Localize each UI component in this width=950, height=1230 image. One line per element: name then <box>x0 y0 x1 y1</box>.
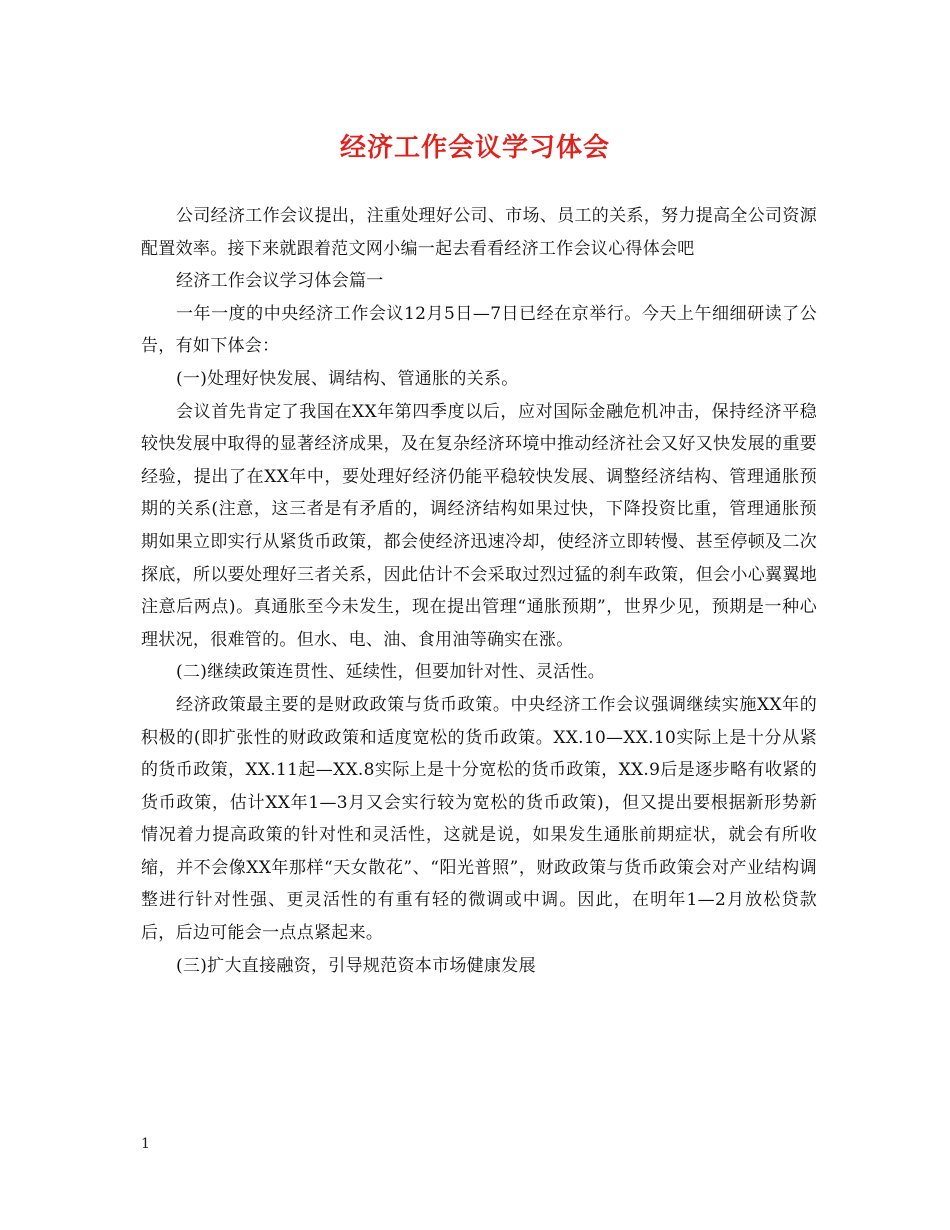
paragraph-intro: 公司经济工作会议提出，注重处理好公司、市场、员工的关系，努力提高全公司资源配置效率。接下来就跟着范文网小编一起去看看经济工作会议心得体会吧 <box>141 206 817 259</box>
paragraph-point-2-heading: (二)继续政策连贯性、延续性，但要加针对性、灵活性。 <box>176 662 606 683</box>
document-body <box>141 200 817 982</box>
paragraph-point-3-heading: (三)扩大直接融资，引导规范资本市场健康发展 <box>176 955 536 976</box>
paragraph-point-2-body: 经济政策最主要的是财政政策与货币政策。中央经济工作会议强调继续实施XX年的积极的(即扩张性的财政政策和适度宽松的货币政策。XX.10—XX.10实际上是十分从紧的货币政策，XX.11起—XX.8实际上是十分宽松的货币政策，XX.9后是逐步略有收紧的货币政策，估计XX年1—3月又会实行较为宽松的货币政策)，但又提出要根据新形势新情况着力提高政策的针对性和灵活性，这就是说，如果发生通胀前期症状，就会有所收缩，并不会像XX年那样“天女散花”、“阳光普照”，财政政策与货币政策会对产业结构调整进行针对性强、更灵活性的有重有轻的微调或中调。因此，在明年1—2月放松贷款后，后边可能会一点点紧起来。 <box>141 694 817 944</box>
paragraph-opening: 一年一度的中央经济工作会议12月5日—7日已经在京举行。今天上午细细研读了公告，有如下体会： <box>141 303 817 357</box>
page-number: 1 <box>141 1136 150 1152</box>
paragraph-section-heading: 经济工作会议学习体会篇一 <box>176 271 384 292</box>
paragraph-point-1-heading: (一)处理好快发展、调结构、管通胀的关系。 <box>176 368 519 389</box>
document-title: 经济工作会议学习体会 <box>339 133 610 163</box>
paragraph-point-1-body: 会议首先肯定了我国在XX年第四季度以后，应对国际金融危机冲击，保持经济平稳较快发展中取得的显著经济成果，及在复杂经济环境中推动经济社会又好又快发展的重要经验，提出了在XX年中，要处理好经济仍能平稳较快发展、调整经济结构、管理通胀预期的关系(注意，这三者是有矛盾的，调经济结构如果过快，下降投资比重，管理通胀预期如果立即实行从紧货币政策，都会使经济迅速冷却，使经济立即转慢、甚至停顿及二次探底，所以要处理好三者关系，因此估计不会采取过烈过猛的刹车政策，但会小心翼翼地注意后两点)。真通胀至今未发生，现在提出管理“通胀预期”，世界少见，预期是一种心理状况，很难管的。但水、电、油、食用油等确实在涨。 <box>141 401 817 650</box>
